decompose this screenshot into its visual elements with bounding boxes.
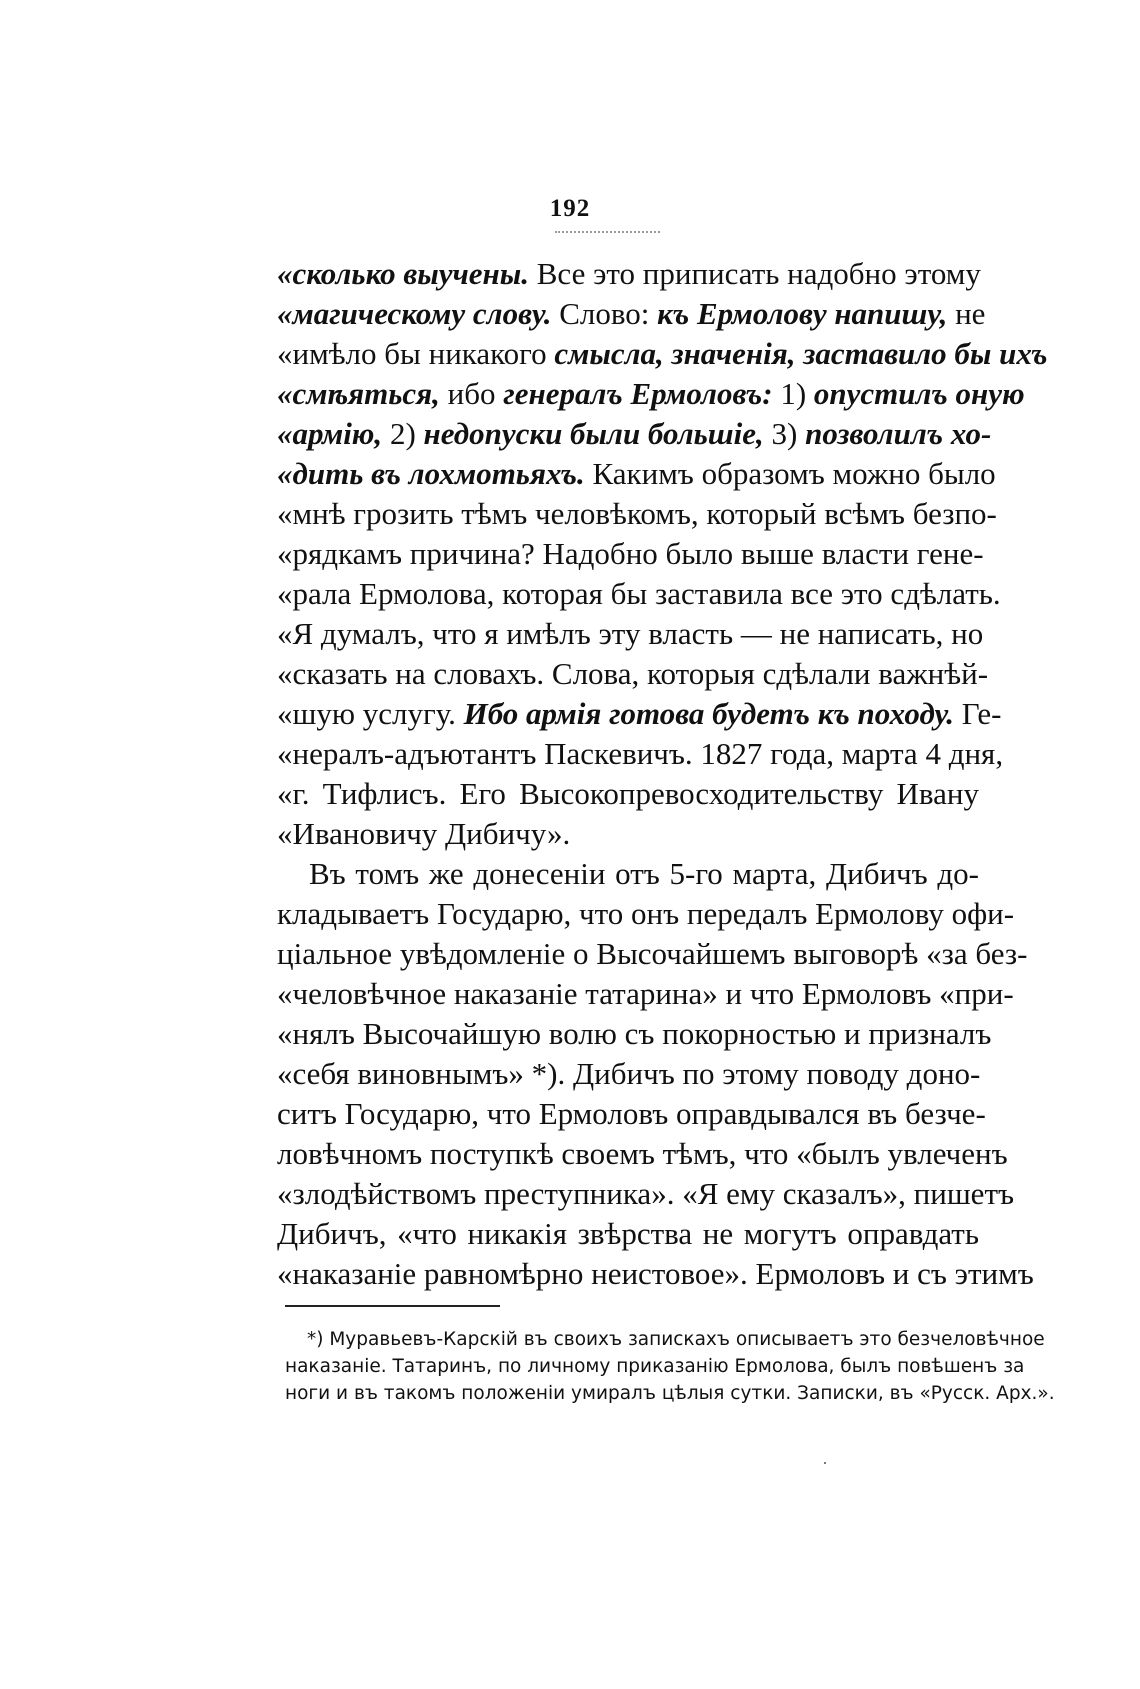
text-run: Какимъ образомъ можно было	[584, 456, 996, 491]
text-line	[277, 974, 1014, 1014]
text-line	[277, 1254, 1034, 1294]
text-run: «нералъ-адъютантъ Паскевичъ. 1827 года, марта 4 дня,	[277, 736, 1004, 771]
emphasis-text: опустилъ оную	[813, 376, 1025, 411]
print-speck	[824, 1462, 826, 1464]
text-run: ціальное увѣдомленіе о Высочайшемъ выговорѣ «за без-	[277, 936, 1028, 971]
emphasis-text: смысла, значенія, заставило бы ихъ	[554, 336, 1048, 371]
text-run: «имѣло бы никакого	[277, 336, 555, 371]
footnote-line: наказаніе. Татаринъ, по личному приказанію Ермолова, былъ повѣшенъ за	[285, 1356, 1025, 1377]
text-run: кладываетъ Государю, что онъ передалъ Ермолову офи-	[277, 896, 1015, 931]
text-line	[277, 1214, 979, 1254]
text-line	[277, 414, 992, 454]
footnote-line: ноги и въ такомъ положеніи умиралъ цѣлыя сутки. Записки, въ «Русск. Арх.».	[285, 1383, 1055, 1404]
emphasis-text: Ибо армія готова будетъ къ походу.	[463, 696, 955, 731]
text-run: 3)	[763, 416, 806, 451]
text-line	[277, 534, 984, 574]
emphasis-text: «дить въ лохмотьяхъ.	[277, 456, 585, 491]
text-line	[277, 614, 984, 654]
text-line	[277, 694, 1002, 734]
text-run: «сказать на словахъ. Слова, которыя сдѣлали важнѣй-	[277, 656, 989, 691]
text-line	[277, 574, 1001, 614]
footnote-line: *) Муравьевъ-Карскій въ своихъ запискахъ описываетъ это безчеловѣчное	[307, 1329, 1045, 1350]
text-line	[277, 254, 979, 294]
text-line	[277, 454, 996, 494]
emphasis-text: къ Ермолову напишу,	[657, 296, 948, 331]
text-run: ситъ Государю, что Ермоловъ оправдывался въ безче-	[277, 1096, 986, 1131]
text-line	[277, 1174, 1015, 1214]
text-run: не	[947, 296, 986, 331]
emphasis-text: «сколько выучены.	[277, 256, 529, 291]
text-run: Дибичъ, «что никакія звѣрства не могутъ оправдать	[277, 1216, 979, 1251]
text-run: «злодѣйствомъ преступника». «Я ему сказалъ», пишетъ	[277, 1176, 1015, 1211]
emphasis-text: генералъ Ермоловъ:	[503, 376, 773, 411]
text-line	[277, 814, 979, 854]
text-run: ибо	[439, 376, 504, 411]
text-run: «шую услугу.	[277, 696, 464, 731]
emphasis-text: позволилъ хо-	[805, 416, 992, 451]
text-line	[277, 1094, 986, 1134]
text-run: «мнѣ грозить тѣмъ человѣкомъ, который всѣмъ безпо-	[277, 496, 997, 531]
emphasis-text: «магическому слову.	[277, 296, 552, 331]
text-run: Въ томъ же донесеніи отъ 5-го марта, Дибичъ до-	[309, 856, 979, 891]
text-run: «наказаніе равномѣрно неистовое». Ермоловъ и съ этимъ	[277, 1256, 1034, 1291]
text-run: «г. Тифлисъ. Его Высокопревосходительству Ивану	[277, 776, 979, 811]
text-line	[277, 854, 979, 894]
emphasis-text: «армію,	[277, 416, 383, 451]
footnote-divider	[285, 1305, 500, 1307]
text-run: «Ивановичу Дибичу».	[277, 816, 571, 851]
text-run: «себя виновнымъ» *). Дибичъ по этому поводу доно-	[277, 1056, 981, 1091]
text-run: «человѣчное наказаніе татарина» и что Ермоловъ «при-	[277, 976, 1014, 1011]
text-run: Все это приписать надобно этому	[529, 256, 981, 291]
text-run: «рала Ермолова, которая бы заставила все это сдѣлать.	[277, 576, 1001, 611]
body-text	[277, 254, 1048, 1294]
text-run: 2)	[382, 416, 424, 451]
footnote	[285, 1326, 1055, 1407]
text-run: 1)	[772, 376, 814, 411]
text-line	[277, 294, 986, 334]
text-line	[277, 734, 1004, 774]
text-line	[277, 934, 1028, 974]
text-line	[277, 1014, 992, 1054]
text-run: «рядкамъ причина? Надобно было выше власти гене-	[277, 536, 984, 571]
emphasis-text: недопуски были большіе,	[423, 416, 764, 451]
text-line	[277, 494, 997, 534]
text-line	[277, 1054, 979, 1094]
text-run: Слово:	[551, 296, 658, 331]
text-run: «Я думалъ, что я имѣлъ эту власть — не написать, но	[277, 616, 984, 651]
text-line	[277, 654, 989, 694]
text-run: ловѣчномъ поступкѣ своемъ тѣмъ, что «былъ увлеченъ	[277, 1136, 1008, 1171]
page-number: 192	[549, 195, 591, 222]
text-line	[277, 374, 1025, 414]
text-run: Ге-	[954, 696, 1002, 731]
text-run: «нялъ Высочайшую волю съ покорностью и призналъ	[277, 1016, 992, 1051]
emphasis-text: «смѣяться,	[277, 376, 440, 411]
page-number-underline	[555, 231, 660, 233]
text-line	[277, 774, 979, 814]
text-line	[277, 1134, 1008, 1174]
text-line	[277, 894, 1015, 934]
text-line	[277, 334, 1048, 374]
